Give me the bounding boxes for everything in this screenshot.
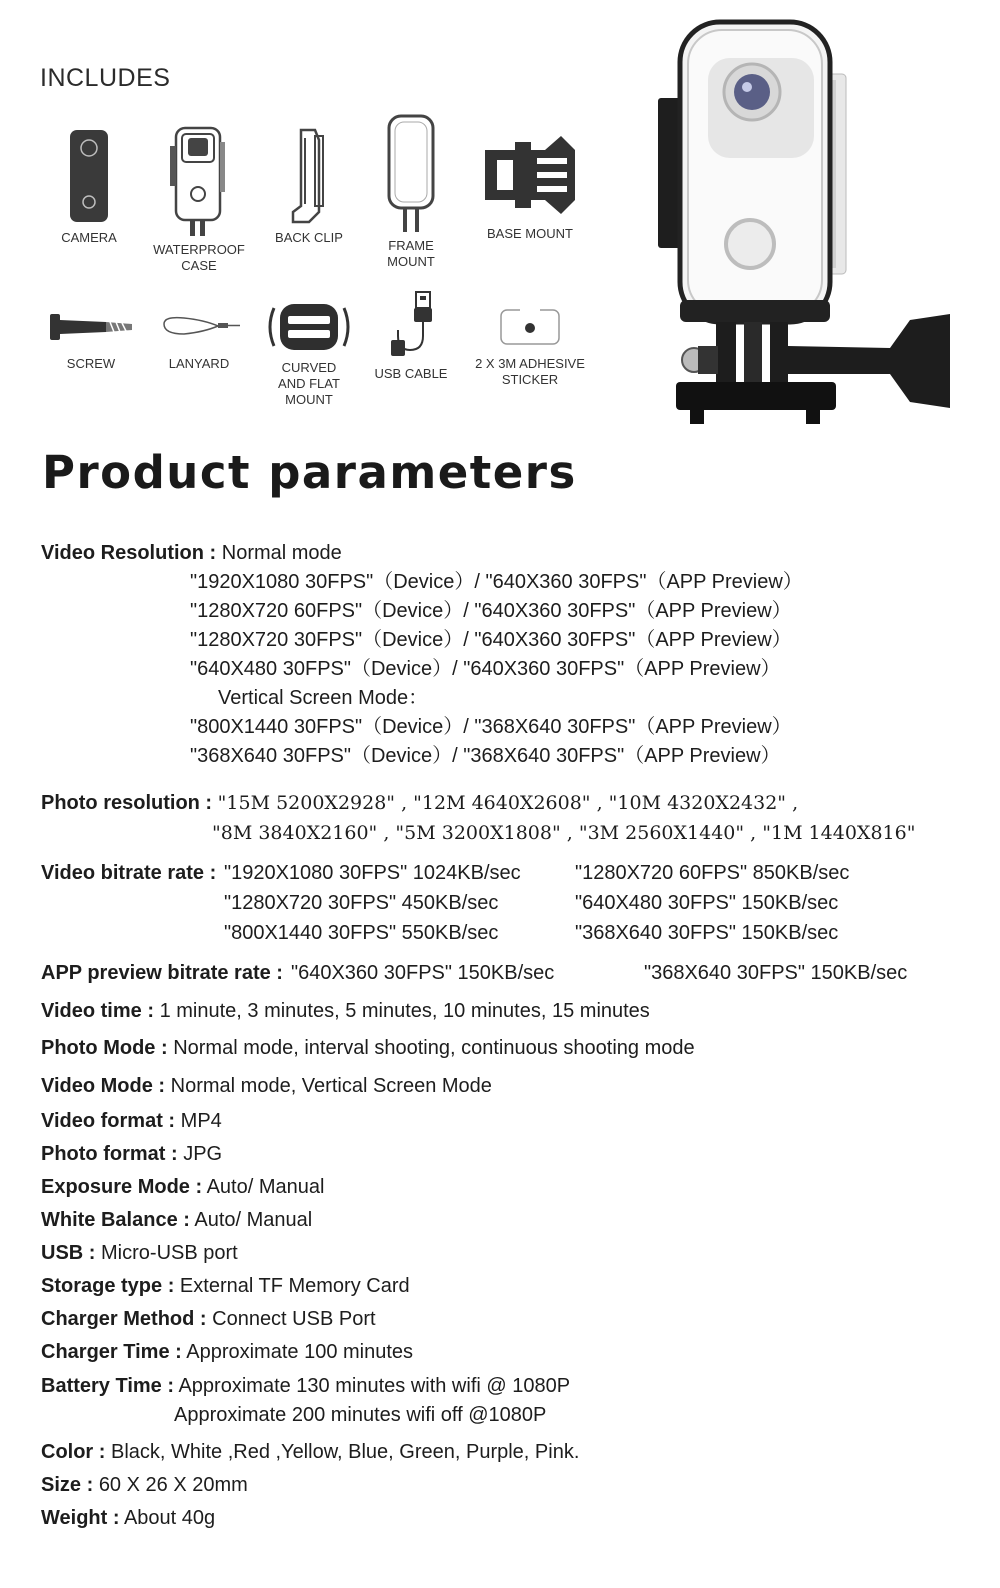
curved-flat-mount-icon (264, 298, 354, 356)
charger-time-row (41, 1338, 413, 1367)
charger-time-value: Approximate 100 minutes (186, 1341, 414, 1363)
video-format-row (41, 1107, 222, 1136)
camera-icon (59, 126, 119, 226)
usb-cable-icon (376, 290, 446, 362)
photo-resolution-line: "8M 3840X2160" , "5M 3200X1808" , "3M 2560X1440" , "1M 1440X816" (212, 822, 916, 844)
video-bitrate-value: "368X640 30FPS" 150KB/sec (575, 922, 839, 944)
include-label-screw: SCREW (66, 356, 116, 371)
app-preview-bitrate-row (41, 959, 283, 988)
weight-value: About 40g (123, 1507, 216, 1529)
includes-title: INCLUDES (40, 64, 171, 92)
camera-waterproof-case-image (650, 18, 960, 428)
size-label: Size : (41, 1474, 94, 1496)
video-mode-value: Normal mode, Vertical Screen Mode (170, 1075, 492, 1097)
size-row (41, 1471, 248, 1500)
video-bitrate-label: Video bitrate rate : (41, 862, 217, 884)
charger-method-label: Charger Method : (41, 1308, 207, 1330)
color-label: Color : (41, 1441, 106, 1463)
lanyard-icon (154, 302, 244, 352)
color-row (41, 1438, 579, 1467)
include-label-lanyard: LANYARD (168, 356, 230, 371)
include-label-curved-flat-mount: CURVED AND FLAT MOUNT (278, 360, 340, 407)
white-balance-row (41, 1206, 312, 1235)
battery-time-value: Approximate 130 minutes with wifi @ 1080P (178, 1375, 571, 1397)
photo-format-row (41, 1140, 222, 1169)
include-label-camera: CAMERA (61, 230, 117, 245)
exposure-mode-row (41, 1173, 324, 1202)
video-resolution-line: "640X480 30FPS"（Device）/ "640X360 30FPS"（APP Preview） (190, 658, 781, 680)
video-format-value: MP4 (180, 1110, 222, 1132)
include-label-back-clip: BACK CLIP (275, 230, 343, 245)
video-resolution-line: "1280X720 30FPS"（Device）/ "640X360 30FPS"（APP Preview） (190, 629, 792, 651)
video-resolution-line: "368X640 30FPS"（Device）/ "368X640 30FPS"（APP Preview） (190, 745, 781, 767)
exposure-mode-value: Auto/ Manual (206, 1176, 325, 1198)
include-item-frame-mount (351, 114, 471, 270)
size-value: 60 X 26 X 20mm (98, 1474, 248, 1496)
include-item-camera (29, 126, 149, 246)
white-balance-value: Auto/ Manual (194, 1209, 313, 1231)
weight-label: Weight : (41, 1507, 120, 1529)
battery-time-row (41, 1372, 570, 1401)
include-item-adhesive-sticker (470, 302, 590, 388)
exposure-mode-label: Exposure Mode : (41, 1176, 203, 1198)
video-resolution-line: "800X1440 30FPS"（Device）/ "368X640 30FPS"（APP Preview） (190, 716, 792, 738)
video-mode-row (41, 1072, 492, 1101)
app-preview-bitrate-value: "640X360 30FPS" 150KB/sec (291, 962, 555, 984)
battery-time-line: Approximate 200 minutes wifi off @1080P (174, 1404, 547, 1426)
video-bitrate-value: "1920X1080 30FPS" 1024KB/sec (224, 862, 521, 884)
include-label-base-mount: BASE MOUNT (487, 226, 573, 241)
video-resolution-line: Vertical Screen Mode： (218, 687, 429, 709)
video-bitrate-value: "1280X720 60FPS" 850KB/sec (575, 862, 850, 884)
video-time-label: Video time : (41, 1000, 154, 1022)
include-item-usb-cable (351, 290, 471, 382)
charger-time-label: Charger Time : (41, 1341, 182, 1363)
include-label-adhesive-sticker: 2 X 3M ADHESIVE STICKER (475, 356, 585, 387)
photo-mode-label: Photo Mode : (41, 1037, 168, 1059)
photo-format-label: Photo format : (41, 1143, 178, 1165)
photo-resolution-row (41, 789, 798, 818)
include-label-usb-cable: USB CABLE (374, 366, 448, 381)
video-resolution-row (41, 539, 342, 568)
usb-value: Micro-USB port (101, 1242, 238, 1264)
video-time-value: 1 minute, 3 minutes, 5 minutes, 10 minutes, 15 minutes (159, 1000, 650, 1022)
charger-method-row (41, 1305, 376, 1334)
photo-resolution-label: Photo resolution : (41, 792, 213, 814)
adhesive-sticker-icon (490, 302, 570, 352)
weight-row (41, 1504, 215, 1533)
video-resolution-value: Normal mode (221, 542, 342, 564)
storage-type-row (41, 1272, 410, 1301)
include-label-frame-mount: FRAME MOUNT (387, 238, 435, 269)
video-resolution-line: "1280X720 60FPS"（Device）/ "640X360 30FPS"（APP Preview） (190, 600, 792, 622)
white-balance-label: White Balance : (41, 1209, 190, 1231)
battery-time-label: Battery Time : (41, 1375, 175, 1397)
video-time-row (41, 997, 650, 1026)
storage-type-label: Storage type : (41, 1275, 175, 1297)
photo-mode-value: Normal mode, interval shooting, continuous shooting mode (173, 1037, 695, 1059)
video-format-label: Video format : (41, 1110, 176, 1132)
back-clip-icon (279, 126, 339, 226)
usb-label: USB : (41, 1242, 96, 1264)
waterproof-case-icon (164, 126, 234, 238)
storage-type-value: External TF Memory Card (179, 1275, 410, 1297)
app-preview-bitrate-value: "368X640 30FPS" 150KB/sec (644, 962, 908, 984)
params-title: Product parameters (42, 446, 577, 499)
photo-format-value: JPG (183, 1143, 223, 1165)
video-bitrate-row (41, 859, 216, 888)
video-mode-label: Video Mode : (41, 1075, 166, 1097)
video-resolution-label: Video Resolution : (41, 542, 217, 564)
include-item-waterproof-case (139, 126, 259, 274)
include-label-waterproof-case: WATERPROOF CASE (153, 242, 245, 273)
include-item-lanyard (139, 302, 259, 372)
photo-resolution-value: "15M 5200X2928" , "12M 4640X2608" , "10M 4320X2432" , (217, 792, 799, 814)
video-bitrate-value: "800X1440 30FPS" 550KB/sec (224, 922, 499, 944)
frame-mount-icon (381, 114, 441, 234)
color-value: Black, White ,Red ,Yellow, Blue, Green, Purple, Pink. (111, 1441, 580, 1463)
video-bitrate-value: "640X480 30FPS" 150KB/sec (575, 892, 839, 914)
include-item-base-mount (470, 132, 590, 242)
screw-icon (46, 302, 136, 352)
base-mount-icon (475, 132, 585, 222)
usb-row (41, 1239, 238, 1268)
include-item-screw (31, 302, 151, 372)
app-preview-bitrate-label: APP preview bitrate rate : (41, 962, 283, 984)
photo-mode-row (41, 1034, 695, 1063)
video-resolution-line: "1920X1080 30FPS"（Device）/ "640X360 30FPS"（APP Preview） (190, 571, 803, 593)
video-bitrate-value: "1280X720 30FPS" 450KB/sec (224, 892, 499, 914)
charger-method-value: Connect USB Port (212, 1308, 376, 1330)
